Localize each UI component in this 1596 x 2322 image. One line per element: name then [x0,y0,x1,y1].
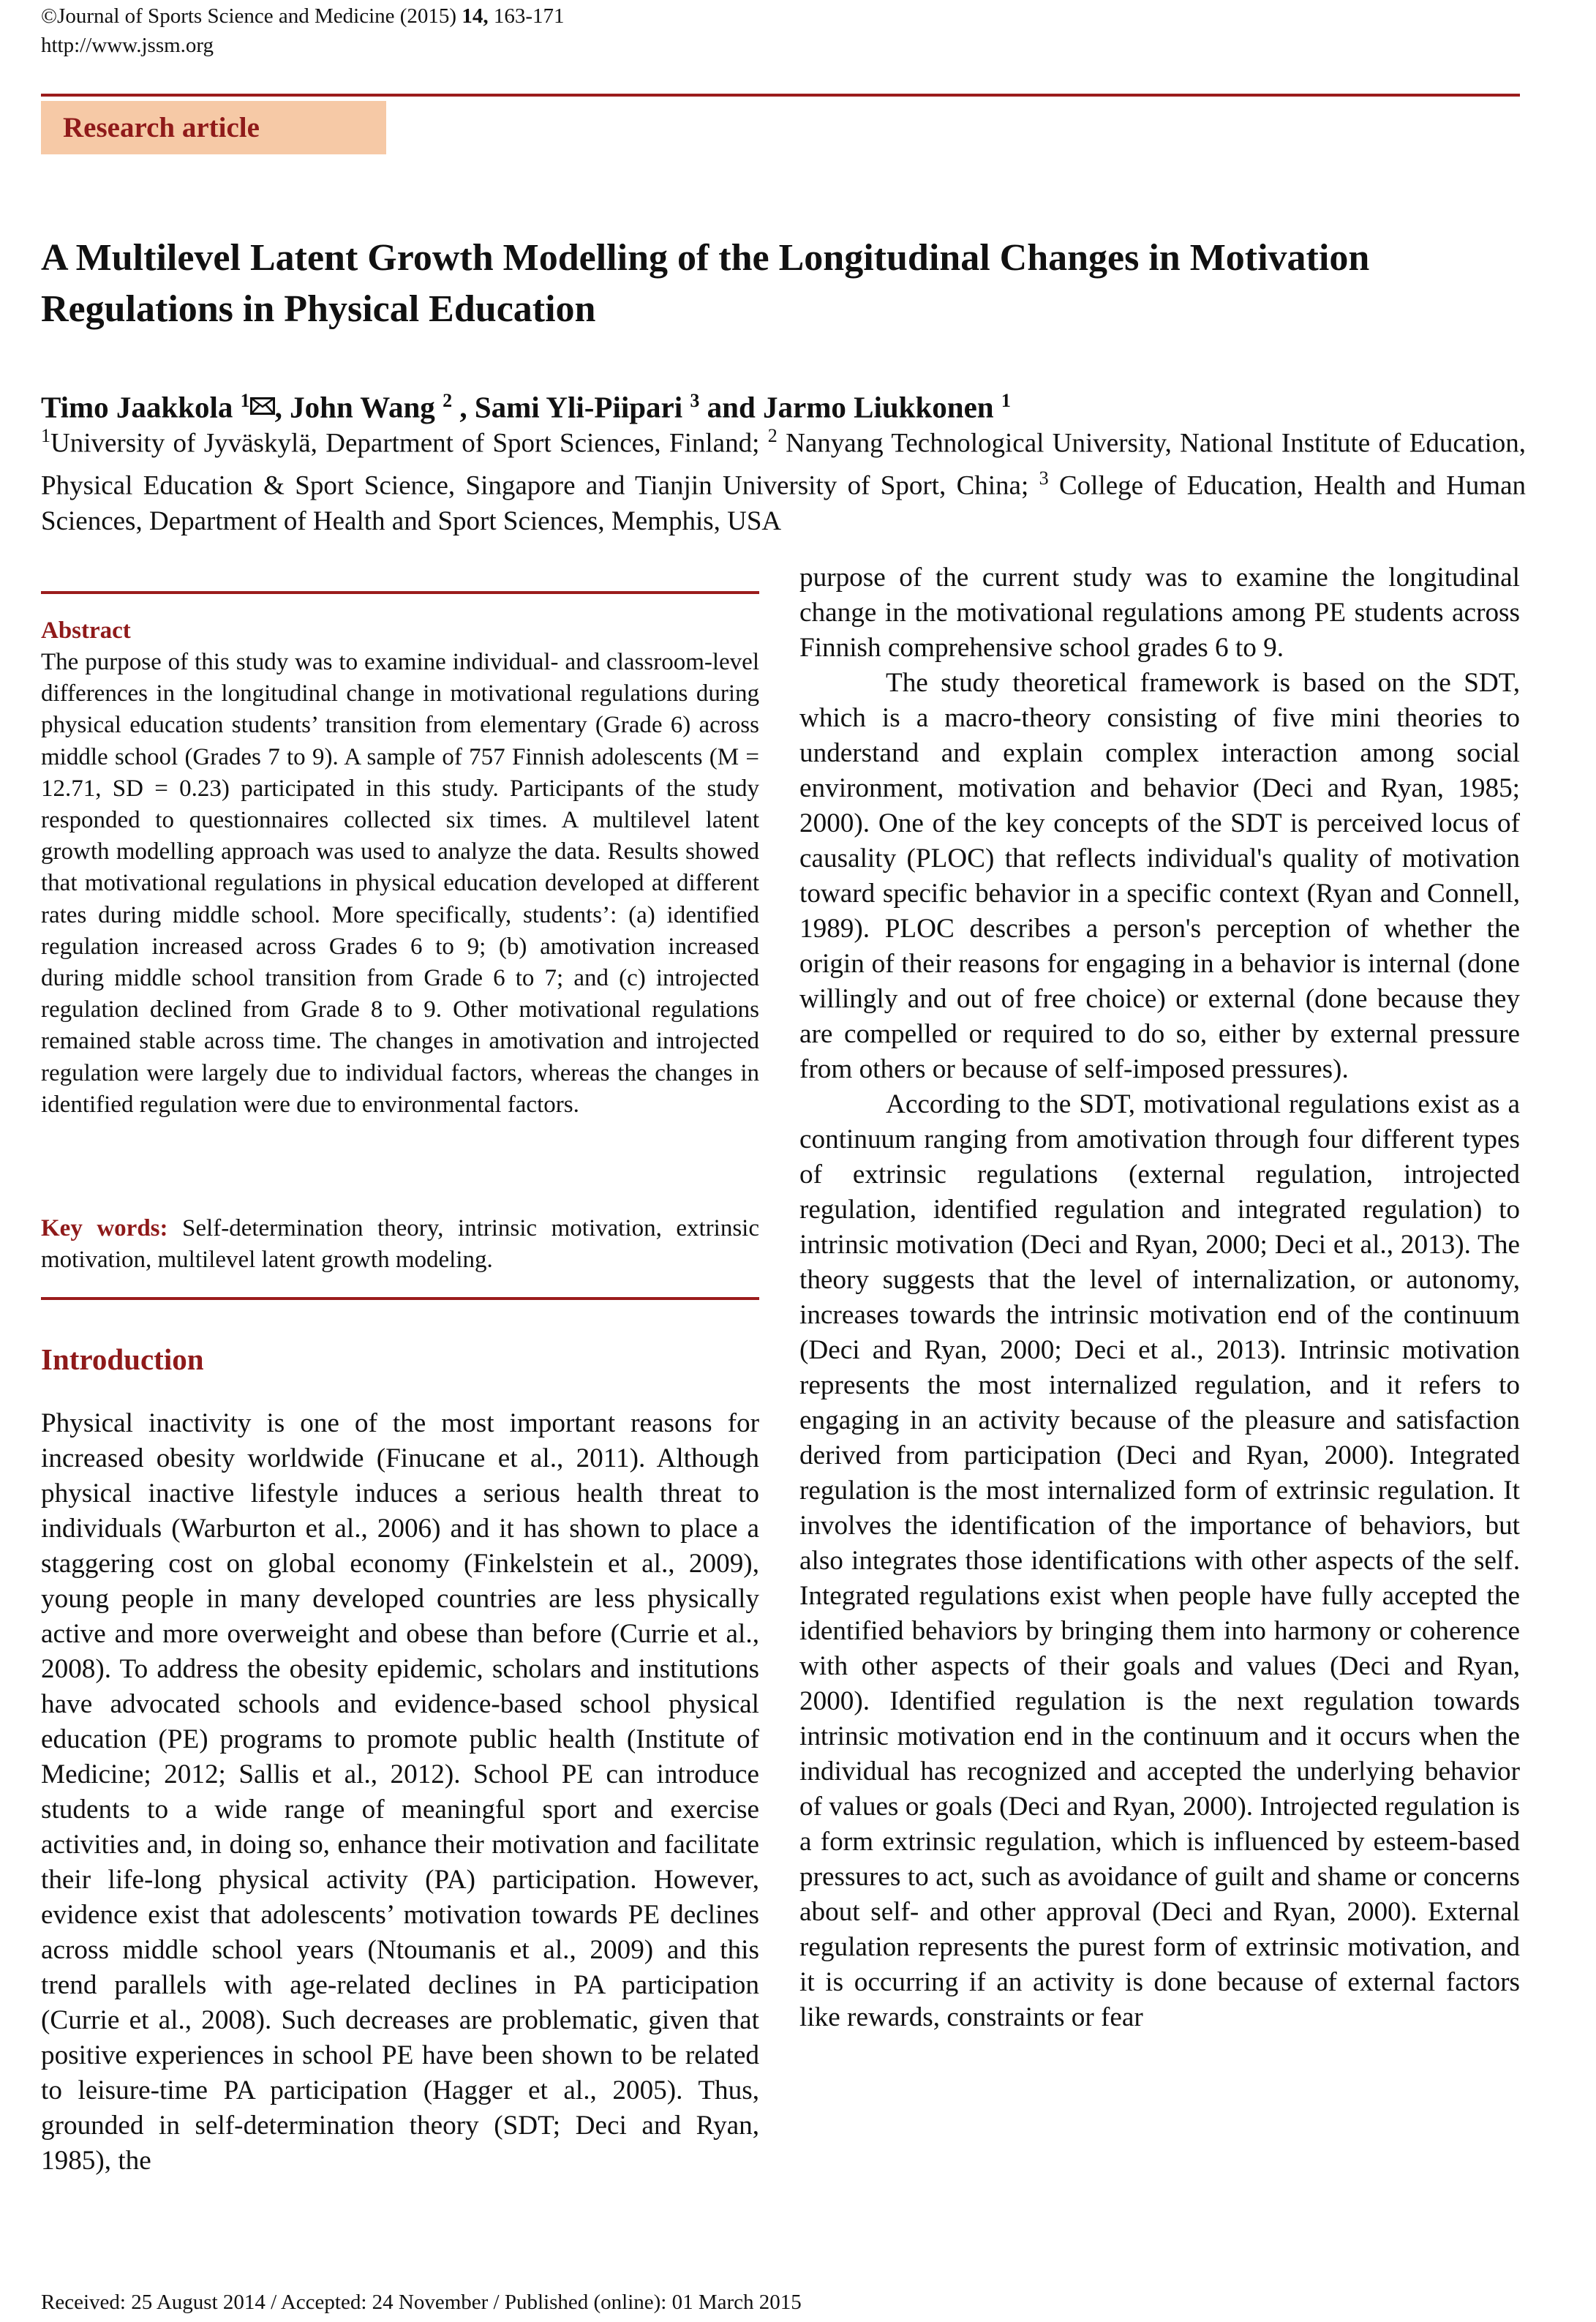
author-separator: , [452,390,475,424]
keywords-label: Key words: [41,1215,168,1241]
author-separator: , [274,390,290,424]
keywords-text: Self-determination theory, intrinsic motivation, extrinsic motivation, multilevel latent growth modeling. [41,1215,759,1274]
publication-dates: Received: 25 August 2014 / Accepted: 24 November / Published (online): 01 March 2015 [41,2291,802,2314]
author-separator: and [699,390,764,424]
mail-icon[interactable] [250,397,275,415]
abstract-top-rule [41,591,759,594]
body-paragraph: Physical inactivity is one of the most important reasons for increased obesity worldwide (Finucane et al., 2011). Although physical inactive lifestyle induces a serious health threat to individuals (Warburton et al., 2006) and it has shown to place a staggering cost on global economy (Finkelstein et al., 2009), young people in many developed countries are less physically active and more overweight and obese than before (Currie et al., 2008). To address the obesity epidemic, scholars and institutions have advocated schools and evidence-based school physical education (PE) programs to promote public health (Institute of Medicine; 2012; Sallis et al., 2012). School PE can introduce students to a wide range of meaningful sport and exercise activities and, in doing so, enhance their motivation and facilitate their life-long physical activity (PA) participation. However, evidence exist that adolescents’ motivation towards PE declines across middle school years (Ntoumanis et al., 2009) and this trend parallels with age-related declines in PA participation (Currie et al., 2008). Such decreases are problematic, given that positive experiences in school PE have been shown to be related to leisure-time PA participation (Hagger et al., 2005). Thus, grounded in self-determination theory (SDT; Deci and Ryan, 1985), the [41,1408,759,2176]
author-affiliation-marker: 2 [443,390,453,411]
author-name: Sami Yli-Piipari [474,390,683,424]
author-name: John Wang [290,390,435,424]
journal-pages: 163-171 [488,4,565,28]
affiliation-text: College of Education, Health and Human Sciences, Department of Health and Sport Sciences, Memphis, USA [41,470,1526,536]
affiliation-marker: 3 [1039,467,1049,489]
author-name: Timo Jaakkola [41,390,233,424]
body-paragraph: The study theoretical framework is based on the SDT, which is a macro-theory consisting of five mini theories to understand and explain complex interaction among social environment, motivation and behavior (Deci and Ryan, 1985; 2000). One of the key concepts of the SDT is perceived locus of causality (PLOC) that reflects individual's quality of motivation toward specific behavior in a specific context (Ryan and Connell, 1989). PLOC describes a person's perception of whether the origin of their reasons for engaging in a behavior is internal (done willingly and out of free choice) or external (done because they are compelled or required to do so, either by external pressure from others or because of self-imposed pressures). [799,668,1520,1084]
author-affiliation-marker: 3 [690,390,700,411]
affiliation-marker: 1 [41,425,50,446]
body-paragraph: According to the SDT, motivational regulations exist as a continuum ranging from amotivation through four different types of extrinsic regulations (external regulation, introjected regulation, identified regulation and integrated regulation) to intrinsic motivation (Deci and Ryan, 2000; Deci et al., 2013). The theory suggests that the level of internalization, or autonomy, increases towards the intrinsic motivation end of the continuum (Deci and Ryan, 2000; Deci et al., 2013). Intrinsic motivation represents the most internalized regulation, and it refers to engaging in an activity because of the pleasure and satisfaction derived from participation (Deci and Ryan, 2000). Integrated regulation is the most internalized form of extrinsic regulation. It involves the identification of the importance of behaviors, but also integrates those identifications with other aspects of the self. Integrated regulations exist when people have fully accepted the identified behaviors by bringing them into harmony or coherence with other aspects of their goals and values (Deci and Ryan, 2000). Identified regulation is the next regulation towards intrinsic motivation end in the continuum and it occurs when the individual has recognized and accepted the underlying behavior of values or goals (Deci and Ryan, 2000). Introjected regulation is a form extrinsic regulation, which is influenced by esteem-based pressures to act, such as avoidance of guilt and shame or concerns about self- and other approval (Deci and Ryan, 2000). External regulation represents the purest form of extrinsic motivation, and it is occurring if an activity is done because of external factors like rewards, constraints or fear [799,1089,1520,2032]
affiliation-marker: 2 [767,425,778,446]
abstract-heading: Abstract [41,617,131,644]
article-title-text: A Multilevel Latent Growth Modelling of the Longitudinal Changes in Motivation Regulations in Physical Education [41,237,1370,330]
author-affiliation-marker: 1 [240,390,250,411]
journal-citation [41,1,846,31]
body-paragraph: purpose of the current study was to examine the longitudinal change in the motivational regulations among PE students across Finnish comprehensive school grades 6 to 9. [799,563,1520,663]
introduction-paragraph-1 [41,1406,759,2179]
article-title [41,233,1526,335]
journal-volume: 14, [462,4,489,28]
abstract-bottom-rule [41,1297,759,1300]
author-affiliation-marker: 1 [1001,390,1011,411]
affiliation-text: University of Jyväskylä, Department of Sport Sciences, Finland; [50,428,768,459]
abstract-text: The purpose of this study was to examine individual- and classroom-level differences in the longitudinal change in motivational regulations during physical education students’ transition from elementary (Grade 6) across middle school (Grades 7 to 9). A sample of 757 Finnish adolescents (M = 12.71, SD = 0.23) participated in this study. Participants of the study responded to questionnaires collected six times. A multilevel latent growth modelling approach was used to analyze the data. Results showed that motivational regulations in physical education developed at different rates during middle school. More specifically, students’: (a) identified regulation increased across Grades 6 to 9; (b) amotivation increased during middle school transition from Grade 6 to 7; and (c) introjected regulation declined from Grade 8 to 9. Other motivational regulations remained stable across time. The changes in amotivation and introjected regulation were largely due to individual factors, whereas the changes in identified regulation were due to environmental factors. [41,649,759,1118]
author-name: Jarmo Liukkonen [763,390,994,424]
affiliation-text: Nanyang Technological University, National Institute of Education, Physical Education & Sport Science, Singapore and Tianjin University of Sport, China; [41,428,1526,501]
article-type-badge: Research article [41,101,386,154]
affiliations [41,418,1526,539]
journal-url[interactable]: http://www.jssm.org [41,34,214,57]
journal-name: ©Journal of Sports Science and Medicine (2015) [41,4,462,28]
keywords [41,1213,759,1276]
header-rule [41,94,1520,97]
section-heading-introduction: Introduction [41,1342,204,1376]
right-column [799,560,1520,2035]
